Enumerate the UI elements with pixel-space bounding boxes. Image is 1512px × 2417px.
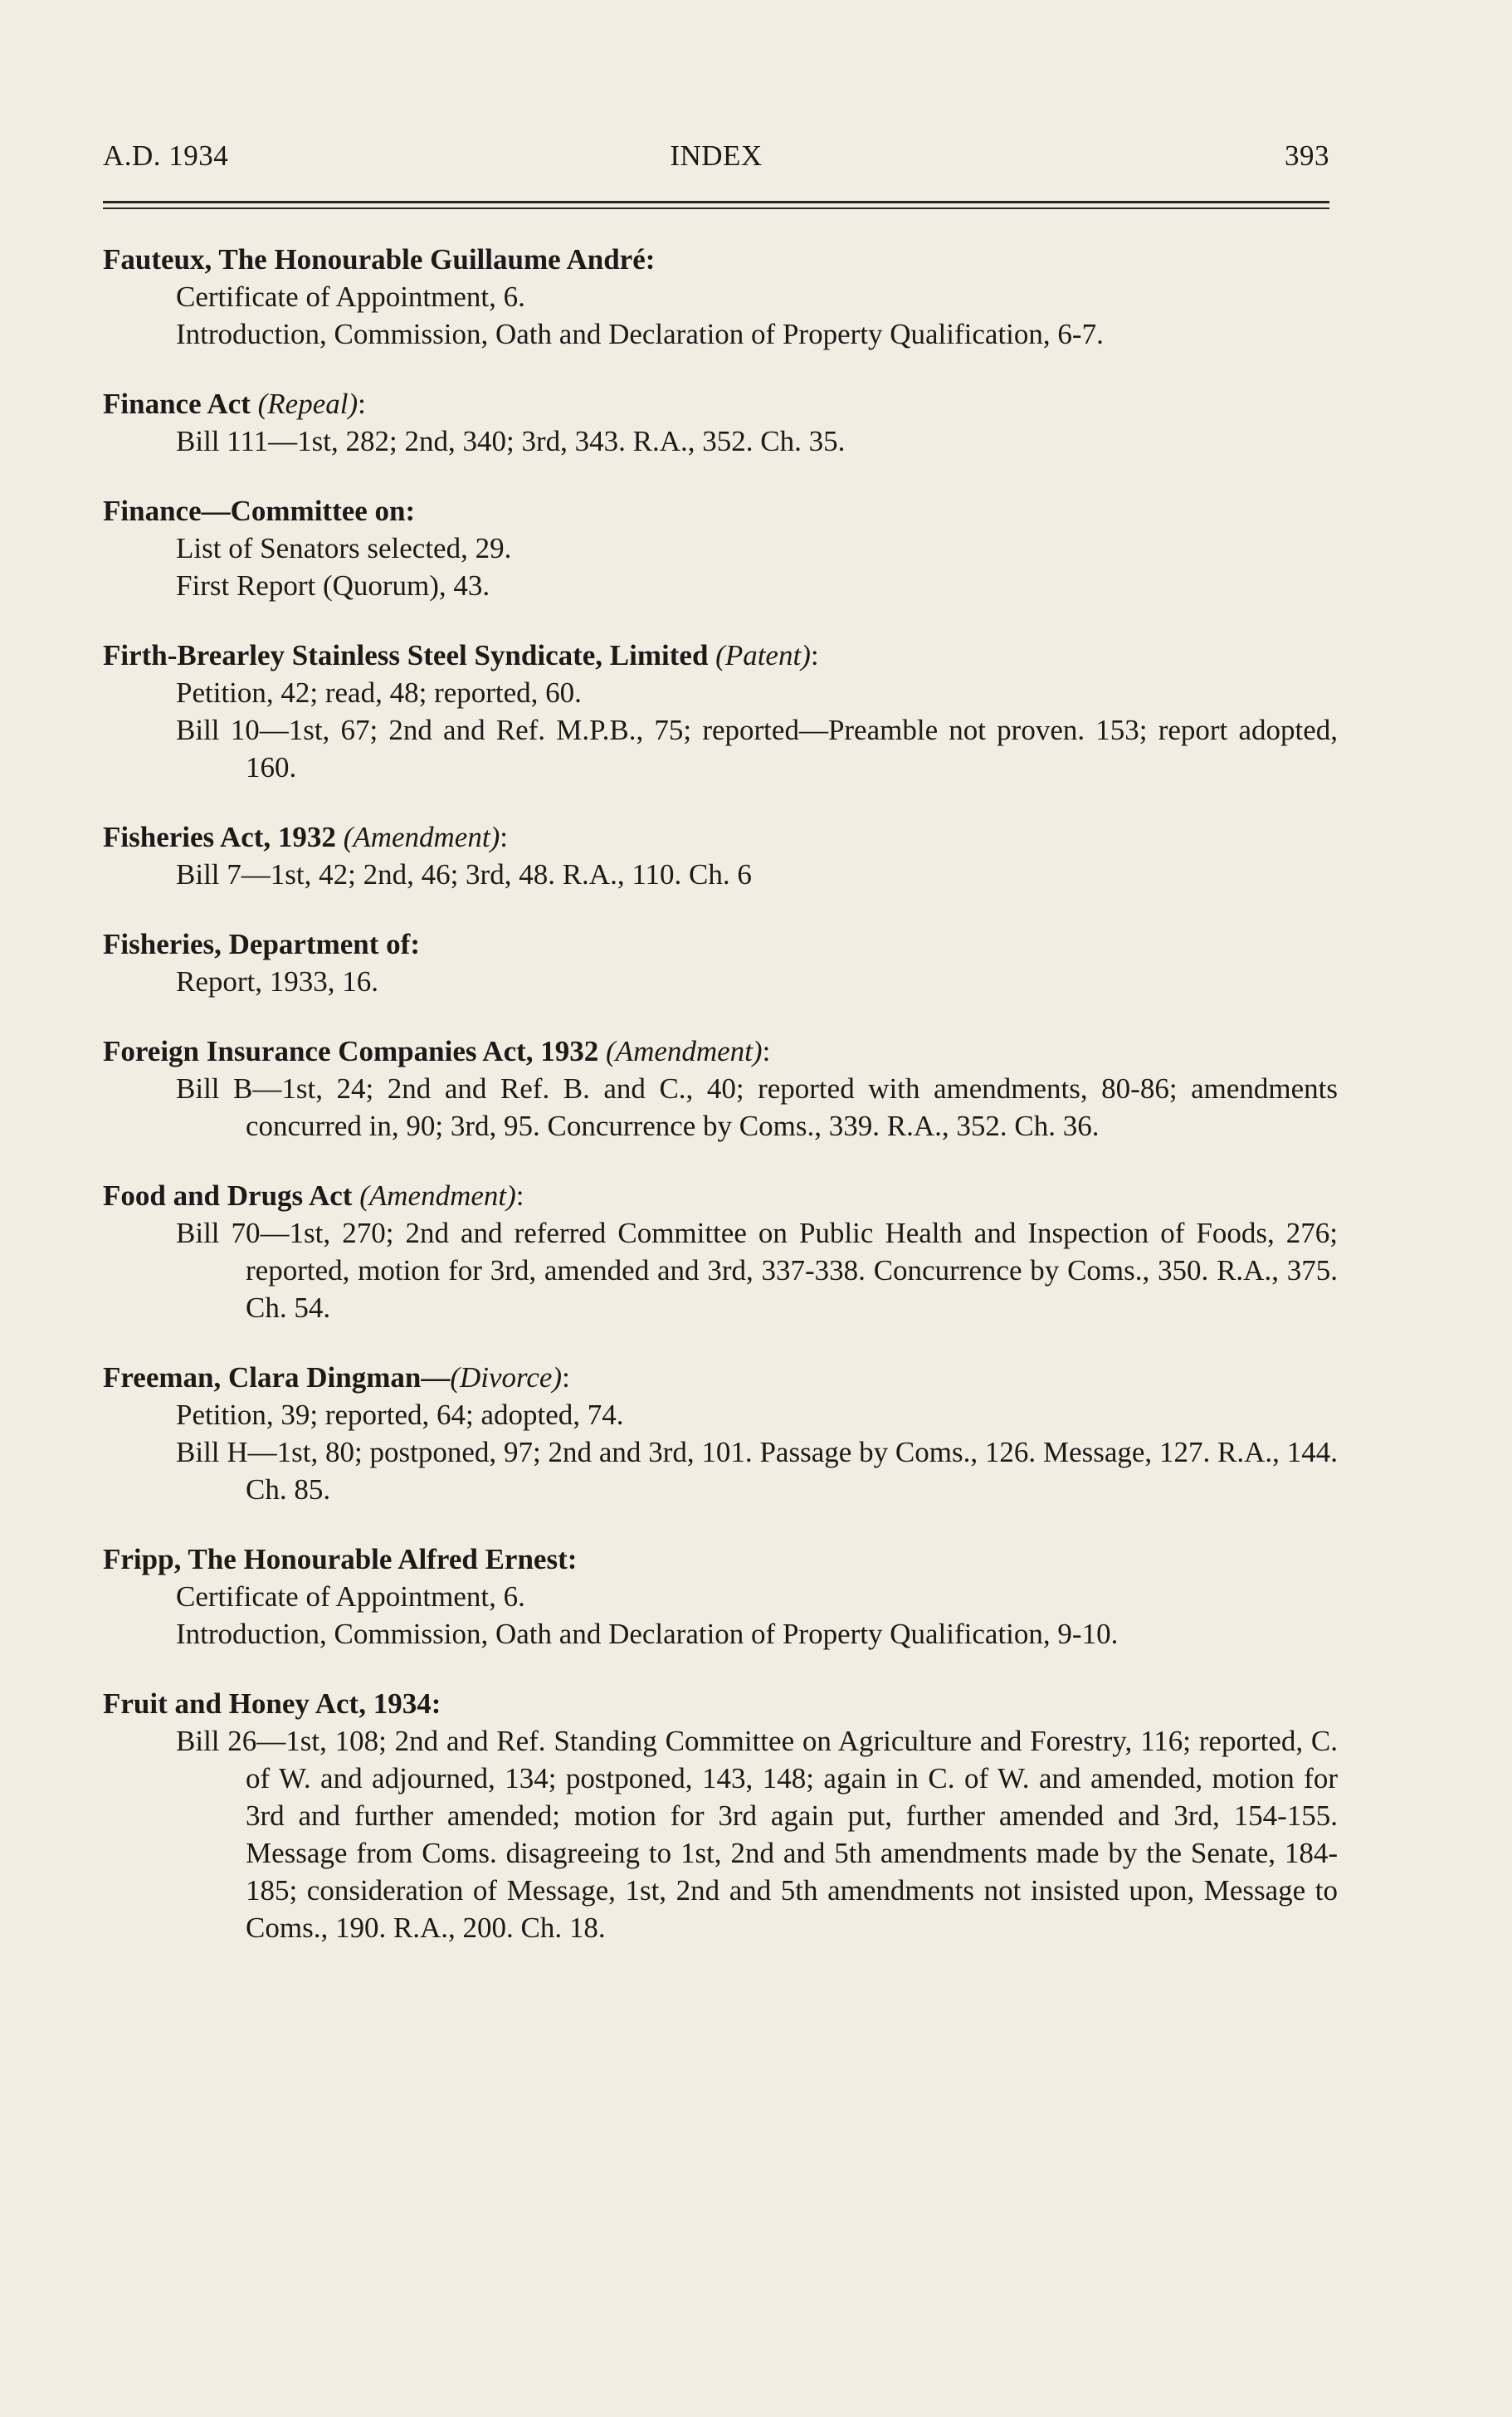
- entry-heading: [103, 1359, 1338, 1396]
- header-title: INDEX: [670, 139, 763, 172]
- entry-heading: [103, 925, 1338, 963]
- header-rule-top: [103, 201, 1329, 203]
- index-entry: [103, 492, 1338, 604]
- entry-heading-colon: :: [515, 1179, 524, 1212]
- entry-heading-title: Finance Act: [103, 388, 251, 420]
- entry-subentry: Bill 70—1st, 270; 2nd and referred Committee on Public Health and Inspection of Foods, 276; reported, motion for 3rd, amended and 3rd, 337-338. Concurrence by Coms., 350. R.A., 375. Ch. 54.: [176, 1217, 1338, 1324]
- entry-subentry: Bill 111—1st, 282; 2nd, 340; 3rd, 343. R.A., 352. Ch. 35.: [176, 425, 846, 457]
- entry-subentry: Introduction, Commission, Oath and Declaration of Property Qualification, 6-7.: [176, 318, 1104, 350]
- page-number: 393: [1285, 139, 1329, 172]
- header-rule-bottom: [103, 208, 1329, 209]
- index-entry: [103, 1033, 1338, 1145]
- entry-subentry: Bill 7—1st, 42; 2nd, 46; 3rd, 48. R.A., 110. Ch. 6: [176, 858, 752, 891]
- index-entry: [103, 385, 1338, 460]
- entry-heading: [103, 818, 1338, 856]
- entry-subentry: List of Senators selected, 29.: [176, 532, 512, 564]
- entry-heading: [103, 385, 1338, 422]
- entry-subentry: Report, 1933, 16.: [176, 965, 379, 998]
- entry-heading-qualifier: (Amendment): [343, 821, 500, 853]
- index-entry: [103, 1359, 1338, 1508]
- index-entry: [103, 925, 1338, 1000]
- entry-subentry: First Report (Quorum), 43.: [176, 569, 490, 602]
- entry-heading-title: Fruit and Honey Act, 1934:: [103, 1687, 441, 1720]
- index-entry: [103, 637, 1338, 786]
- entry-heading-title: Foreign Insurance Companies Act, 1932: [103, 1035, 599, 1067]
- entry-subentry: Certificate of Appointment, 6.: [176, 1580, 525, 1613]
- entry-heading-title: Fauteux, The Honourable Guillaume André:: [103, 243, 656, 276]
- entry-heading-qualifier: (Patent): [715, 639, 811, 671]
- entry-heading: [103, 1685, 1338, 1722]
- entry-heading: [103, 1541, 1338, 1578]
- entry-subentry: Petition, 39; reported, 64; adopted, 74.: [176, 1399, 624, 1431]
- index-entries: [103, 241, 1338, 1979]
- entry-heading-colon: :: [810, 639, 819, 671]
- entry-heading-title: Fisheries Act, 1932: [103, 821, 336, 853]
- index-entry: [103, 1685, 1338, 1946]
- index-entry: [103, 1177, 1338, 1326]
- entry-heading: [103, 492, 1338, 530]
- entry-subentry: Petition, 42; read, 48; reported, 60.: [176, 676, 582, 709]
- entry-heading-qualifier: (Divorce): [450, 1361, 563, 1394]
- entry-heading: [103, 1177, 1338, 1214]
- entry-heading-title: Fisheries, Department of:: [103, 928, 420, 960]
- index-entry: [103, 1541, 1338, 1653]
- entry-heading: [103, 1033, 1338, 1070]
- entry-subentry: Bill H—1st, 80; postponed, 97; 2nd and 3rd, 101. Passage by Coms., 126. Message, 127. R.A., 144. Ch. 85.: [176, 1436, 1338, 1506]
- entry-heading-title: Fripp, The Honourable Alfred Ernest:: [103, 1543, 578, 1575]
- entry-heading-colon: :: [500, 821, 508, 853]
- entry-heading: [103, 637, 1338, 674]
- index-entry: [103, 241, 1338, 353]
- entry-heading-title: Firth-Brearley Stainless Steel Syndicate, Limited: [103, 639, 709, 671]
- entry-subentry: Certificate of Appointment, 6.: [176, 281, 525, 313]
- entry-subentry: Introduction, Commission, Oath and Declaration of Property Qualification, 9-10.: [176, 1618, 1119, 1650]
- entry-heading-title: Freeman, Clara Dingman—: [103, 1361, 451, 1394]
- running-header: [103, 139, 1329, 181]
- entry-heading: [103, 241, 1338, 278]
- entry-subentry: Bill 10—1st, 67; 2nd and Ref. M.P.B., 75; reported—Preamble not proven. 153; report adopted, 160.: [176, 714, 1338, 784]
- entry-heading-qualifier: (Amendment): [606, 1035, 763, 1067]
- index-entry: [103, 818, 1338, 893]
- entry-heading-colon: :: [358, 388, 366, 420]
- entry-heading-title: Food and Drugs Act: [103, 1179, 353, 1212]
- entry-heading-title: Finance—Committee on:: [103, 495, 416, 527]
- entry-subentry: Bill B—1st, 24; 2nd and Ref. B. and C., 40; reported with amendments, 80-86; amendments concurred in, 90; 3rd, 95. Concurrence by Coms., 339. R.A., 352. Ch. 36.: [176, 1072, 1338, 1142]
- entry-heading-qualifier: (Amendment): [359, 1179, 516, 1212]
- header-year: A.D. 1934: [103, 139, 229, 172]
- entry-heading-colon: :: [762, 1035, 771, 1067]
- entry-heading-colon: :: [562, 1361, 570, 1394]
- entry-subentry: Bill 26—1st, 108; 2nd and Ref. Standing Committee on Agriculture and Forestry, 116; reported, C. of W. and adjourned, 134; postponed, 143, 148; again in C. of W. and amended, motion for 3rd and further amended; motion for 3rd again put, further amended and 3rd, 154-155. Message from Coms. disagreeing to 1st, 2nd and 5th amendments made by the Senate, 184-185; consideration of Message, 1st, 2nd and 5th amendments not insisted upon, Message to Coms., 190. R.A., 200. Ch. 18.: [176, 1725, 1338, 1944]
- entry-heading-qualifier: (Repeal): [257, 388, 358, 420]
